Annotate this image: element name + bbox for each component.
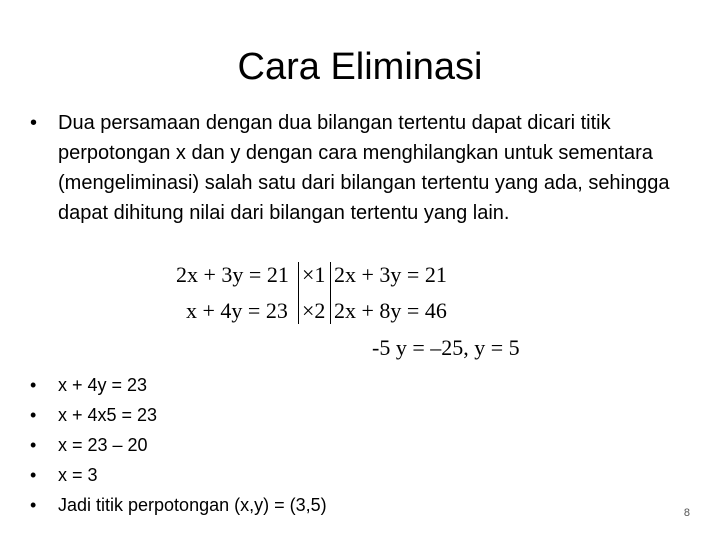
equation-1-left: 2x + 3y = 21: [176, 262, 289, 287]
intro-text: Dua persamaan dengan dua bilangan tertentu dapat dicari titik perpotongan x dan y dengan cara menghilangkan untuk sementara (mengeliminasi) salah satu dari bilangan tertentu yang ada, sehingga dapat dihitung nilai dari bilangan tertentu yang lain.: [58, 112, 670, 224]
equation-2-right: 2x + 8y = 46: [334, 298, 447, 323]
math-separator-1: [298, 262, 299, 324]
elimination-result: -5 y = –25, y = 5: [372, 335, 520, 360]
step-text: x = 23 – 20: [58, 435, 148, 455]
step-text: x = 3: [58, 465, 98, 485]
step-text: Jadi titik perpotongan (x,y) = (3,5): [58, 495, 327, 515]
equation-2-left: x + 4y = 23: [186, 298, 288, 323]
list-item: [30, 490, 690, 520]
bullet-dot: •: [30, 375, 37, 395]
steps-list: [30, 370, 690, 520]
bullet-dot: •: [30, 465, 37, 485]
bullet-dot: •: [30, 435, 37, 455]
step-text: x + 4y = 23: [58, 375, 148, 395]
list-item: [30, 460, 690, 490]
math-separator-2: [330, 262, 331, 324]
equation-1-right: 2x + 3y = 21: [334, 262, 447, 287]
bullet-dot: •: [30, 112, 38, 134]
multiplier-1: ×1: [302, 262, 326, 287]
list-item: [30, 400, 690, 430]
bullet-dot: •: [30, 405, 37, 425]
list-item: [30, 370, 690, 400]
step-text: x + 4x5 = 23: [58, 405, 158, 425]
multiplier-2: ×2: [302, 298, 326, 323]
bullet-dot: •: [30, 495, 37, 515]
intro-bullet-row: [30, 108, 690, 228]
slide-title: Cara Eliminasi: [237, 46, 483, 88]
intro-bullet: [30, 108, 690, 228]
page-number: 8: [683, 507, 690, 519]
list-item: [30, 430, 690, 460]
